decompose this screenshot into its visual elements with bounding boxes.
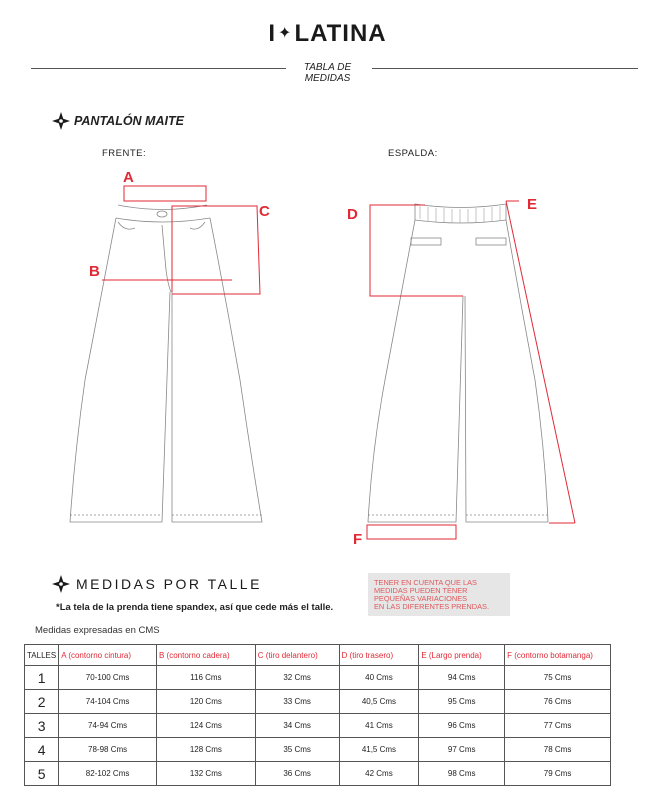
table-cell: 34 Cms [255,714,339,738]
warning-line: TENER EN CUENTA QUE LAS [374,578,477,587]
table-cell: 116 Cms [156,666,255,690]
table-cell: 95 Cms [419,690,505,714]
back-elastic-waistband [415,204,506,223]
front-fly [162,225,171,292]
back-right-pocket [476,238,506,245]
table-row [25,714,611,738]
section-title: MEDIDAS POR TALLE [76,576,262,592]
warning-line: MEDIDAS PUEDEN TENER [374,586,468,595]
table-cell: 42 Cms [339,762,419,786]
table-cell: 82-102 Cms [59,762,157,786]
column-header: A (contorno cintura) [59,645,157,666]
brand-logo [0,20,655,48]
header-rule-left [31,68,286,69]
page-title-line-2: MEDIDAS [304,73,351,84]
table-cell: 41,5 Cms [339,738,419,762]
table-cell: 75 Cms [505,666,611,690]
front-right-pocket [190,222,205,229]
pants-technical-drawing [0,160,655,550]
table-cell: 78 Cms [505,738,611,762]
page-title [280,62,375,84]
front-right-leg [172,218,262,522]
measure-letter-f: F [353,531,363,548]
table-cell: 132 Cms [156,762,255,786]
table-cell: 98 Cms [419,762,505,786]
column-header: F (contorno botamanga) [505,645,611,666]
brand-logo-right: LATINA [294,20,387,47]
back-measure-lines [367,201,575,539]
measure-letter-d: D [347,206,358,223]
brand-logo-left: I [268,20,277,47]
front-view-label: FRENTE: [102,148,147,159]
table-header-row [25,645,611,666]
table-cell: 77 Cms [505,714,611,738]
table-cell: 35 Cms [255,738,339,762]
measure-letter-e: E [527,196,538,213]
header-rule-right [372,68,638,69]
table-cell: 40,5 Cms [339,690,419,714]
measure-letter-c: C [259,203,270,220]
column-header: B (contorno cadera) [156,645,255,666]
table-cell: 76 Cms [505,690,611,714]
table-cell: 70-100 Cms [59,666,157,690]
size-cell: 1 [25,666,59,690]
table-cell: 97 Cms [419,738,505,762]
table-cell: 128 Cms [156,738,255,762]
front-left-pocket [118,222,135,229]
back-view-label: ESPALDA: [388,148,438,159]
fabric-note: *La tela de la prenda tiene spandex, así que cede más el talle. [56,602,334,613]
table-row [25,690,611,714]
back-left-leg [368,220,463,522]
measure-f-box [367,525,456,539]
table-cell: 36 Cms [255,762,339,786]
table-cell: 33 Cms [255,690,339,714]
measure-e-line [506,201,575,523]
measure-d-box [370,205,463,296]
size-cell: 2 [25,690,59,714]
back-right-leg [465,220,548,522]
back-left-pocket [411,238,441,245]
size-cell: 4 [25,738,59,762]
size-cell: 5 [25,762,59,786]
product-heading [52,112,184,130]
warning-line: PEQUEÑAS VARIACIONES [374,594,468,603]
compass-star-icon [52,112,70,130]
table-cell: 94 Cms [419,666,505,690]
table-cell: 41 Cms [339,714,419,738]
table-cell: 32 Cms [255,666,339,690]
units-label: Medidas expresadas en CMS [35,625,160,636]
size-table [24,644,611,786]
table-cell: 74-104 Cms [59,690,157,714]
table-cell: 78-98 Cms [59,738,157,762]
table-cell: 96 Cms [419,714,505,738]
front-button [157,211,167,217]
column-header: C (tiro delantero) [255,645,339,666]
table-cell: 124 Cms [156,714,255,738]
column-header: D (tiro trasero) [339,645,419,666]
table-cell: 120 Cms [156,690,255,714]
back-view-drawing [368,204,548,522]
front-view-drawing [70,205,262,522]
variation-warning [368,573,510,616]
page-title-line-1: TABLA DE [303,62,352,73]
product-name: PANTALÓN MAITE [74,114,184,128]
table-row [25,738,611,762]
measure-letter-a: A [123,169,134,186]
section-heading [52,575,262,593]
front-left-leg [70,218,170,522]
front-measure-lines [102,186,260,294]
front-waistband-bottom [116,218,210,222]
compass-star-icon [52,575,70,593]
measure-letter-b: B [89,263,100,280]
column-header: TALLES [25,645,59,666]
table-row [25,666,611,690]
column-header: E (Largo prenda) [419,645,505,666]
table-cell: 40 Cms [339,666,419,690]
size-cell: 3 [25,714,59,738]
table-cell: 74-94 Cms [59,714,157,738]
warning-line: EN LAS DIFERENTES PRENDAS. [374,602,489,611]
table-cell: 79 Cms [505,762,611,786]
measure-a-box [124,186,206,201]
four-point-star-icon: ✦ [278,25,293,42]
table-row [25,762,611,786]
